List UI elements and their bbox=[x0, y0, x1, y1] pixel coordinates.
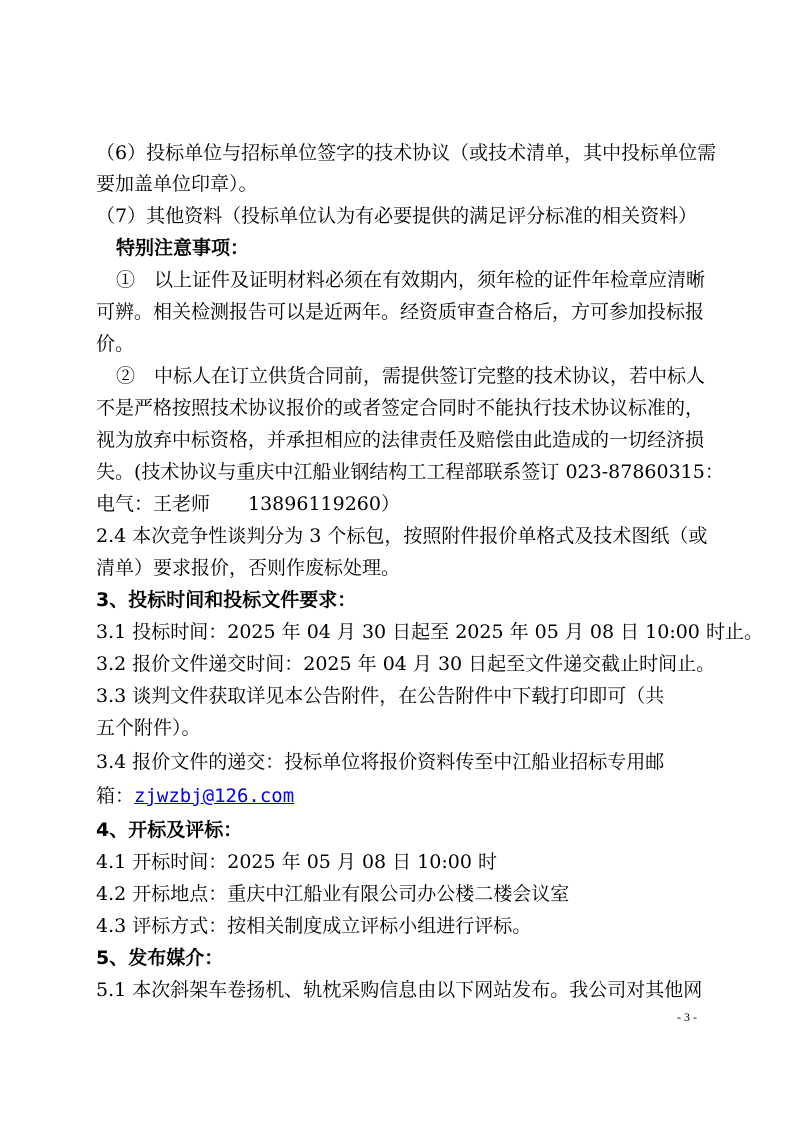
text-line-3: （7）其他资料（投标单位认为有必要提供的满足评分标准的相关资料） bbox=[96, 205, 698, 227]
section-4-heading: 4、开标及评标： bbox=[96, 819, 243, 841]
text-line-27: 5.1 本次斜架车卷扬机、轨枕采购信息由以下网站发布。我公司对其他网 bbox=[96, 979, 703, 1001]
text-line-13: 2.4 本次竞争性谈判分为 3 个标包，按照附件报价单格式及技术图纸（或 bbox=[96, 525, 708, 547]
text-line-2: 要加盖单位印章）。 bbox=[96, 173, 258, 195]
text-line-9: 不是严格按照技术协议报价的或者签定合同时不能执行技术协议标准的， bbox=[96, 397, 705, 419]
text-line-6: 可辨。相关检测报告可以是近两年。经资质审查合格后，方可参加投标报 bbox=[96, 301, 705, 323]
text-line-5: ① 以上证件及证明材料必须在有效期内，须年检的证件年检章应清晰 bbox=[116, 269, 706, 291]
text-line-8: ② 中标人在订立供货合同前，需提供签订完整的技术协议，若中标人 bbox=[116, 365, 706, 387]
text-line-19: 五个附件）。 bbox=[96, 717, 201, 739]
page-number: - 3 - bbox=[677, 1010, 697, 1024]
text-line-1: （6）投标单位与招标单位签字的技术协议（或技术清单，其中投标单位需 bbox=[96, 142, 717, 164]
section-5-heading: 5、发布媒介： bbox=[96, 947, 224, 969]
text-line-12: 电气：王老师 13896119260） bbox=[96, 493, 400, 515]
text-line-14: 清单）要求报价，否则作废标处理。 bbox=[96, 557, 401, 579]
text-line-11: 失。(技术协议与重庆中江船业钢结构工工程部联系签订 023-87860315： bbox=[96, 461, 724, 483]
email-label: 箱： bbox=[96, 785, 135, 807]
email-link[interactable]: zjwzbj@126.com bbox=[134, 785, 295, 807]
email-line bbox=[96, 784, 294, 808]
text-line-20: 3.4 报价文件的递交：投标单位将报价资料传至中江船业招标专用邮 bbox=[96, 751, 665, 773]
text-line-23: 4.1 开标时间：2025 年 05 月 08 日 10:00 时 bbox=[96, 851, 497, 873]
text-line-18: 3.3 谈判文件获取详见本公告附件，在公告附件中下载打印即可（共 bbox=[96, 685, 665, 707]
text-line-25: 4.3 评标方式：按相关制度成立评标小组进行评标。 bbox=[96, 915, 532, 937]
text-line-10: 视为放弃中标资格，并承担相应的法律责任及赔偿由此造成的一切经济损 bbox=[96, 429, 705, 451]
text-line-17: 3.2 报价文件递交时间：2025 年 04 月 30 日起至文件递交截止时间止。 bbox=[96, 653, 716, 675]
text-line-24: 4.2 开标地点：重庆中江船业有限公司办公楼二楼会议室 bbox=[96, 883, 570, 905]
text-line-16: 3.1 投标时间：2025 年 04 月 30 日起至 2025 年 05 月 08 日 10:00 时止。 bbox=[96, 621, 763, 643]
section-3-heading: 3、投标时间和投标文件要求： bbox=[96, 589, 357, 611]
text-line-7: 价。 bbox=[96, 333, 135, 355]
special-notice-heading: 特别注意事项： bbox=[116, 237, 250, 259]
